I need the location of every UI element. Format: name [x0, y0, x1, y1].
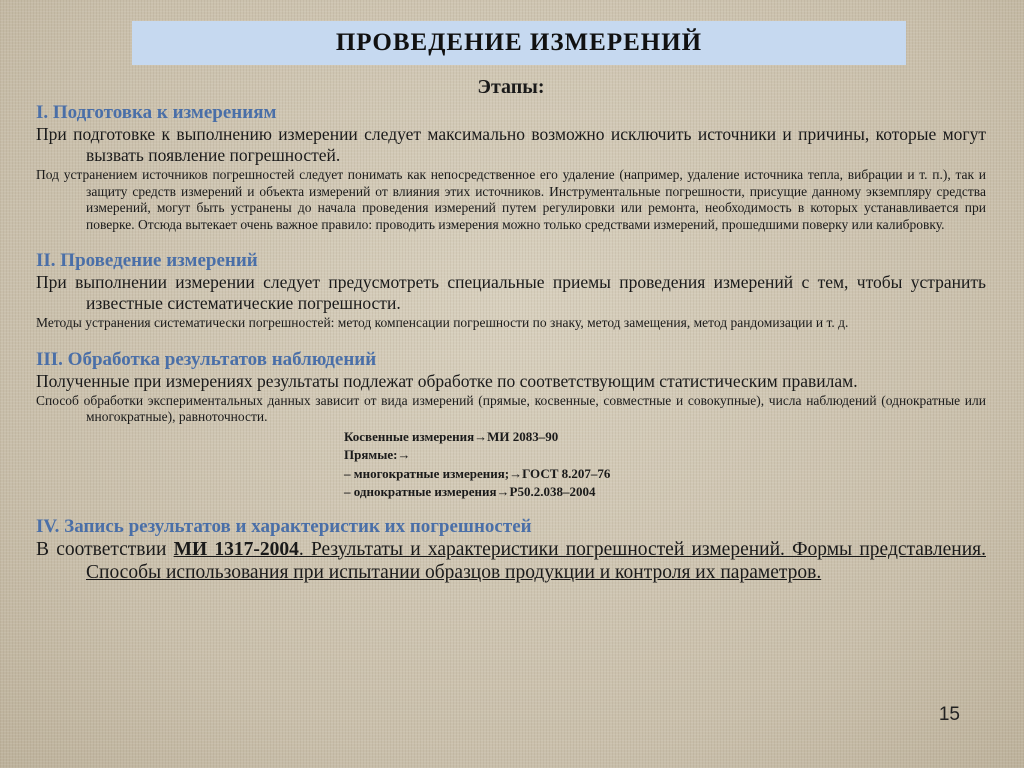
- section-4-lead-rest: . Результаты и характеристики погрешностей измерений. Формы представления. Способы использования при испытании образцов продукции и контроля их параметров.: [86, 538, 986, 583]
- reference-single: – однократные измерения→Р50.2.038–2004: [344, 484, 596, 499]
- section-1-lead: При подготовке к выполнению измерении следует максимально возможно исключить источники и причины, которые могут вызвать появление погрешностей.: [36, 124, 986, 165]
- section-1-heading: I. Подготовка к измерениям: [36, 102, 277, 123]
- section-4-lead: [36, 538, 986, 585]
- section-4-lead-prefix: В соответствии: [36, 538, 174, 560]
- standards-references: [344, 428, 986, 502]
- section-3-detail: Способ обработки экспериментальных данных зависит от вида измерений (прямые, косвенные, совместные и совокупные), числа наблюдений (однократные или многократные), равноточности.: [36, 392, 986, 424]
- reference-multiple: – многократные измерения;→ГОСТ 8.207–76: [344, 465, 611, 481]
- section-2-detail: Методы устранения систематически погрешностей: метод компенсации погрешности по знаку, метод замещения, метод рандомизации и т. д.: [36, 315, 849, 330]
- reference-indirect: Косвенные измерения→МИ 2083–90: [344, 428, 559, 444]
- section-3-lead: Полученные при измерениях результаты подлежат обработке по соответствующим статистическим правилам.: [36, 370, 858, 391]
- stages-subtitle: Этапы:: [477, 76, 545, 98]
- section-2-lead: При выполнении измерении следует предусмотреть специальные приемы проведения измерений с тем, чтобы устранить известные систематические погрешности.: [36, 272, 986, 313]
- section-2-heading: II. Проведение измерений: [36, 250, 258, 271]
- slide-content: [36, 74, 986, 585]
- slide-title: ПРОВЕДЕНИЕ ИЗМЕРЕНИЙ: [335, 29, 703, 56]
- title-bar: [132, 21, 906, 65]
- reference-direct: Прямые:→: [344, 447, 411, 462]
- page-number: 15: [938, 704, 960, 725]
- section-4-heading: IV. Запись результатов и характеристик их погрешностей: [36, 515, 532, 537]
- section-1-detail: Под устранением источников погрешностей следует понимать как непосредственное его удаление (например, удаление источника тепла, вибрации и т. п.), так и защиту средств измерений и объекта измерений от влияния этих источников. Инструментальные погрешности, присущие данному экземпляру средства измерений, могут быть устранены до начала проведения измерений путем регулировки или ремонта, необходимость в которых устанавливается при поверке. Отсюда вытекает очень важное правило: проводить измерения можно только средствами измерений, прошедшими поверку или калибровку.: [36, 167, 986, 232]
- section-3-heading: III. Обработка результатов наблюдений: [36, 348, 377, 370]
- document-code: МИ 1317-2004: [173, 538, 299, 560]
